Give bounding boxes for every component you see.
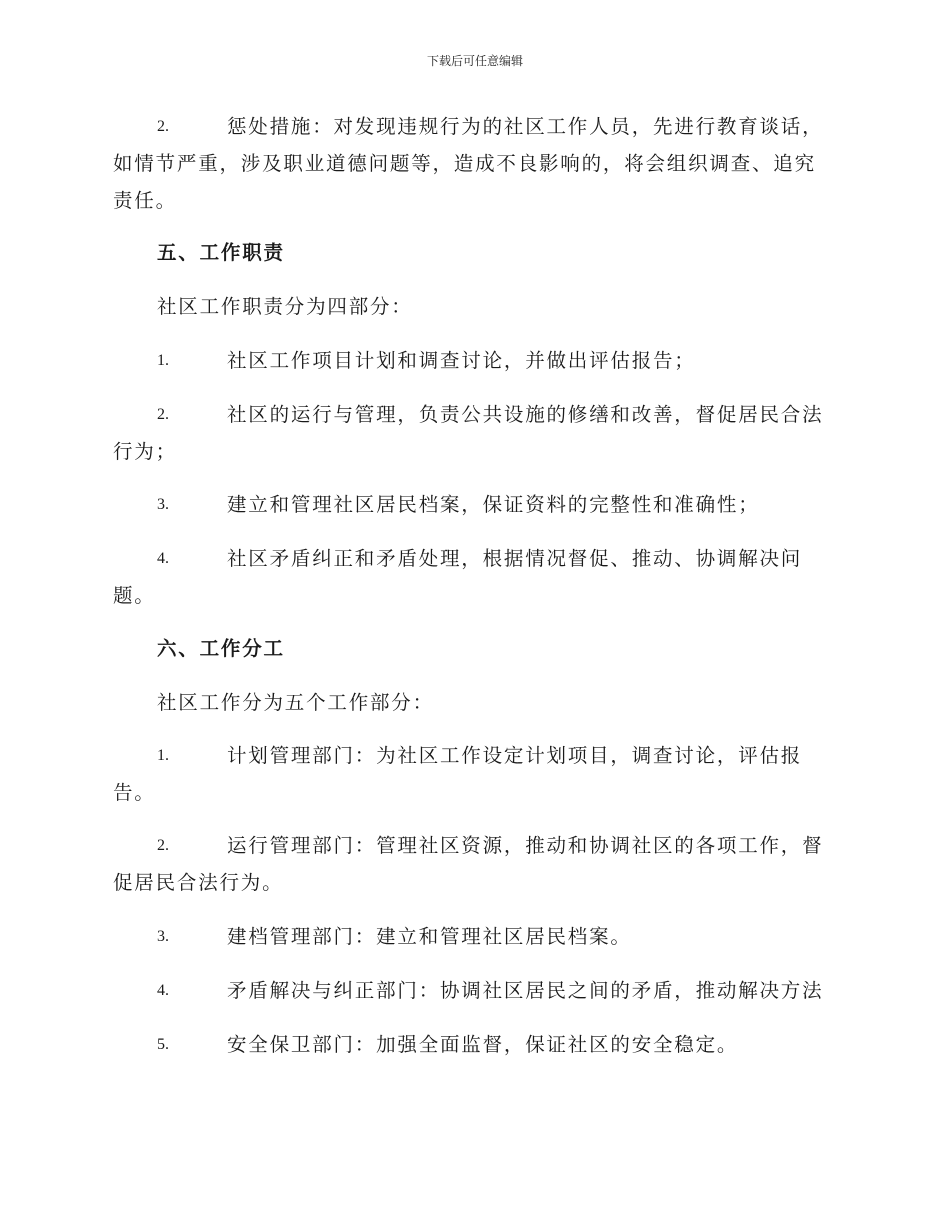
list-item-text: 社区矛盾纠正和矛盾处理，根据情况督促、推动、协调解决问 [227,547,803,570]
item-number: 3. [157,496,169,513]
paragraph-line: 惩处措施：对发现违规行为的社区工作人员，先进行教育谈话， [227,115,824,138]
item-number: 1. [157,747,169,764]
list-item-continuation: 促居民合法行为。 [113,871,284,894]
list-item-text: 计划管理部门：为社区工作设定计划项目，调查讨论，评估报 [227,744,803,767]
list-item-continuation: 行为； [113,440,177,463]
item-number: 2. [157,406,169,423]
item-number: 4. [157,982,169,999]
section-intro: 社区工作分为五个工作部分： [157,691,434,714]
list-item-continuation: 告。 [113,781,156,804]
list-item-continuation: 题。 [113,584,156,607]
item-number: 4. [157,550,169,567]
paragraph-line: 责任。 [113,189,177,212]
item-number: 5. [157,1036,169,1053]
section-heading: 六、工作分工 [157,637,285,660]
list-item-text: 建立和管理社区居民档案，保证资料的完整性和准确性； [227,493,760,516]
list-item-text: 安全保卫部门：加强全面监督，保证社区的安全稳定。 [227,1033,739,1056]
paragraph-line: 如情节严重，涉及职业道德问题等，造成不良影响的，将会组织调查、追究 [113,152,816,175]
section-heading: 五、工作职责 [157,241,285,264]
item-number: 2. [157,837,169,854]
list-item-text: 运行管理部门：管理社区资源，推动和协调社区的各项工作，督 [227,834,824,857]
item-number: 1. [157,352,169,369]
page-header: 下载后可任意编辑 [426,54,523,68]
list-item-text: 社区的运行与管理，负责公共设施的修缮和改善，督促居民合法 [227,403,824,426]
item-number: 2. [157,118,169,135]
section-intro: 社区工作职责分为四部分： [157,295,413,318]
list-item-text: 矛盾解决与纠正部门：协调社区居民之间的矛盾，推动解决方法 [227,979,824,1002]
list-item-text: 社区工作项目计划和调查讨论，并做出评估报告； [227,349,696,372]
item-number: 3. [157,928,169,945]
list-item-text: 建档管理部门：建立和管理社区居民档案。 [227,925,632,948]
